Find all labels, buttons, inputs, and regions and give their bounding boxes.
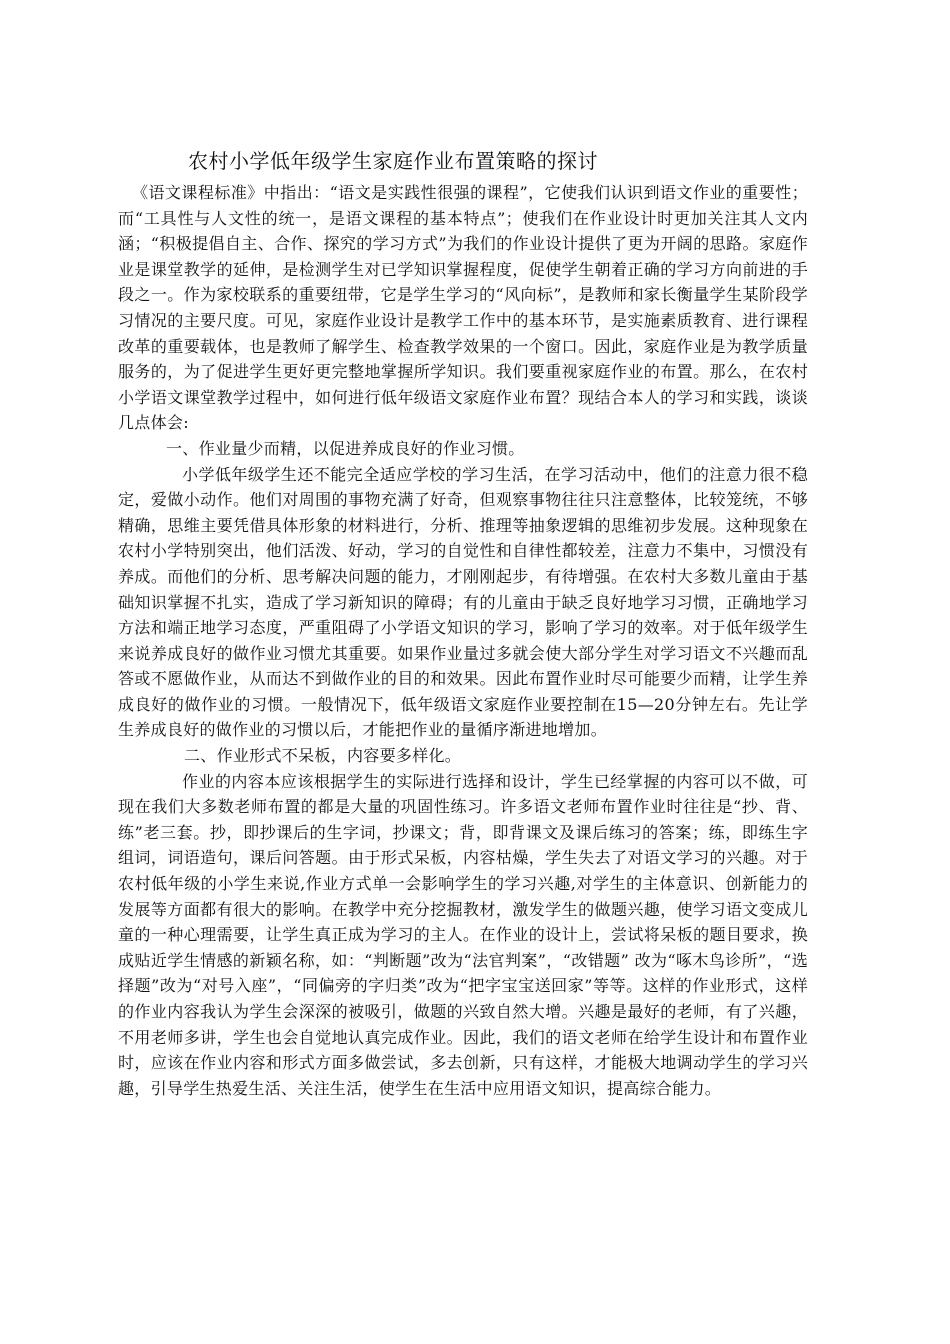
document-title: 农村小学低年级学生家庭作业布置策略的探讨 (188, 149, 598, 173)
section-1-paragraph: 小学低年级学生还不能完全适应学校的学习生活，在学习活动中，他们的注意力很不稳定，爱做小动作。他们对周围的事物充满了好奇，但观察事物往往只注意整体，比较笼统，不够精确，思维主要凭借具体形象的材料进行，分析、推理等抽象逻辑的思维初步发展。这种现象在农村小学特别突出，他们活泼、好动，学习的自觉性和自律性都较差，注意力不集中，习惯没有养成。而他们的分析、思考解决问题的能力，才刚刚起步，有待增强。在农村大多数儿童由于基础知识掌握不扎实，造成了学习新知识的障碍；有的儿童由于缺乏良好地学习习惯，正确地学习方法和端正地学习态度，严重阻碍了小学语文知识的学习，影响了学习的效率。对于低年级学生来说养成良好的做作业习惯尤其重要。如果作业量过多就会使大部分学生对学习语文不兴趣而乱答或不愿做作业，从而达不到做作业的目的和效果。因此布置作业时尽可能要少而精，让学生养成良好的做作业的习惯。一般情况下，低年级语文家庭作业要控制在15—20分钟左右。先让学生养成良好的做作业的习惯以后，才能把作业的量循序渐进地增加。 (118, 464, 808, 740)
section-1-heading: 一、作业量少而精，以促进养成良好的作业习惯。 (166, 438, 525, 458)
section-2-paragraph: 作业的内容本应该根据学生的实际进行选择和设计，学生已经掌握的内容可以不做，可现在我们大多数老师布置的都是大量的巩固性练习。许多语文老师布置作业时往往是“抄、背、练”老三套。抄，即抄课后的生字词，抄课文；背，即背课文及课后练习的答案；练，即练生字组词，词语造句，课后问答题。由于形式呆板，内容枯燥，学生失去了对语文学习的兴趣。对于农村低年级的小学生来说,作业方式单一会影响学生的学习兴趣,对学生的主体意识、创新能力的发展等方面都有很大的影响。在教学中充分挖掘教材，激发学生的做题兴趣，使学习语文变成儿童的一种心理需要，让学生真正成为学习的主人。在作业的设计上，尝试将呆板的题目要求，换成贴近学生情感的新颖名称，如：“判断题”改为“法官判案”，“改错题” 改为“啄木鸟诊所”，“选择题”改为“对号入座”，“同偏旁的字归类”改为“把字宝宝送回家”等等。这样的作业形式，这样的作业内容我认为学生会深深的被吸引，做题的兴致自然大增。兴趣是最好的老师，有了兴趣，不用老师多讲，学生也会自觉地认真完成作业。因此，我们的语文老师在给学生设计和布置作业时，应该在作业内容和形式方面多做尝试，多去创新，只有这样，才能极大地调动学生的学习兴趣，引导学生热爱生活、关注生活，使学生在生活中应用语文知识，提高综合能力。 (118, 771, 808, 1098)
section-2-heading: 二、作业形式不呆板，内容要多样化。 (184, 746, 462, 766)
document-body (118, 146, 808, 1101)
intro-paragraph: 《语文课程标准》中指出：“语文是实践性很强的课程”，它使我们认识到语文作业的重要性；而“工具性与人文性的统一，是语文课程的基本特点”；使我们在作业设计时更加关注其人文内涵；“积极提倡自主、合作、探究的学习方式”为我们的作业设计提供了更为开阔的思路。家庭作业是课堂教学的延伸，是检测学生对已学知识掌握程度，促使学生朝着正确的学习方向前进的手段之一。作为家校联系的重要纽带，它是学生学习的“风向标”，是教师和家长衡量学生某阶段学习情况的主要尺度。可见，家庭作业设计是教学工作中的基本环节，是实施素质教育、进行课程改革的重要载体，也是教师了解学生、检查教学效果的一个窗口。因此，家庭作业是为教学质量服务的，为了促进学生更好更完整地掌握所学知识。我们要重视家庭作业的布置。那么，在农村小学语文课堂教学过程中，如何进行低年级语文家庭作业布置？现结合本人的学习和实践，谈谈几点体会: (118, 183, 808, 433)
